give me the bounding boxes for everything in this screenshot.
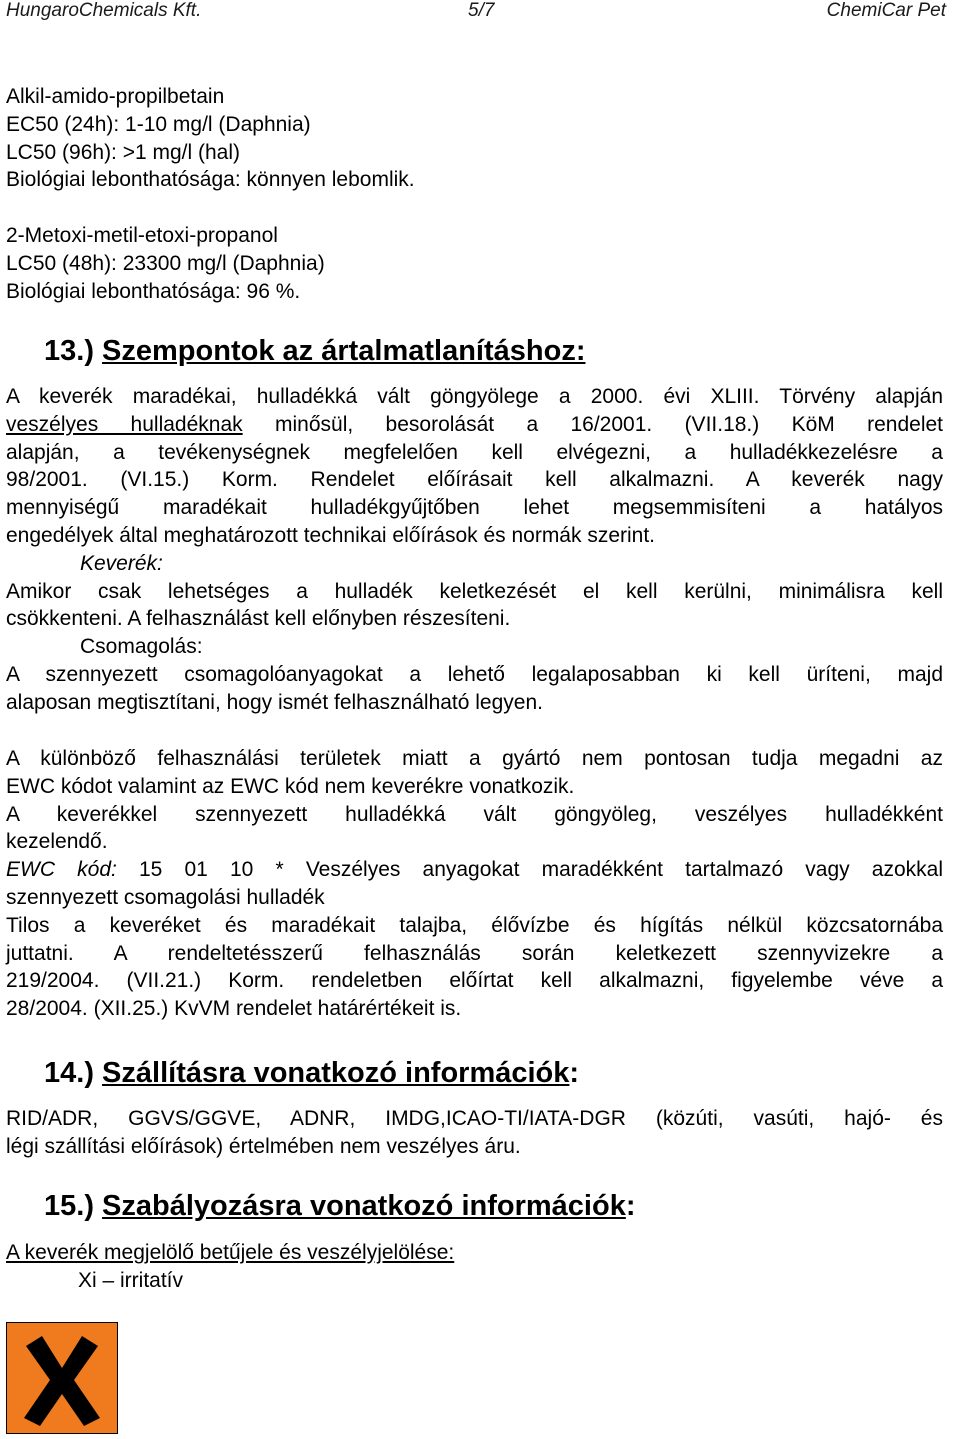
substance-line: LC50 (96h): >1 mg/l (hal) bbox=[6, 140, 241, 164]
section-15-content bbox=[6, 1239, 944, 1295]
text-line: A különböző felhasználási területek miatt a gyártó nem pontosan tudja megadni az bbox=[6, 747, 943, 770]
text-line: engedélyek által meghatározott technikai előírások és normák szerint. bbox=[6, 523, 656, 547]
text-line: veszélyes hulladéknak minősül, besorolását a 16/2001. (VII.18.) KöM rendelet bbox=[6, 412, 944, 436]
header-product: ChemiCar Pet bbox=[826, 0, 946, 21]
eco-substance-1 bbox=[6, 83, 944, 194]
section-number: 13.) bbox=[44, 335, 94, 367]
text-line: EWC kódot valamint az EWC kód nem keverékre vonatkozik. bbox=[6, 774, 575, 798]
section-13-heading bbox=[44, 335, 585, 368]
section-number: 15.) bbox=[44, 1190, 94, 1222]
substance-line: Biológiai lebonthatósága: 96 %. bbox=[6, 279, 301, 303]
section-number: 14.) bbox=[44, 1057, 94, 1089]
section-13-paragraph-1 bbox=[6, 383, 943, 717]
xi-irritant-cross-icon bbox=[6, 1322, 118, 1434]
hazard-symbol-text: Xi – irritatív bbox=[78, 1268, 184, 1292]
section-title-colon: : bbox=[625, 1190, 636, 1222]
substance-line: LC50 (48h): 23300 mg/l (Daphnia) bbox=[6, 251, 325, 275]
label-designation: A keverék megjelölő betűjele és veszélyjelölése: bbox=[6, 1241, 455, 1264]
text-line: A keverék maradékai, hulladékká vált göngyölege a 2000. évi XLIII. Törvény alapján bbox=[6, 385, 943, 408]
sub-label-keverek: Keverék: bbox=[80, 551, 163, 575]
substance-line: EC50 (24h): 1-10 mg/l (Daphnia) bbox=[6, 112, 311, 136]
substance-line: Biológiai lebonthatósága: könnyen lebomlik. bbox=[6, 168, 415, 192]
text-line: alaposan megtisztítani, hogy ismét felhasználható legyen. bbox=[6, 690, 543, 714]
section-title: Szempontok az ártalmatlanításhoz: bbox=[102, 335, 586, 367]
header-company: HungaroChemicals Kft. bbox=[6, 0, 202, 21]
text-line: 28/2004. (XII.25.) KvVM rendelet határértékeit is. bbox=[6, 997, 462, 1021]
section-13-paragraph-2 bbox=[6, 745, 943, 1023]
substance-name: Alkil-amido-propilbetain bbox=[6, 85, 225, 108]
sub-label-csomagolas: Csomagolás: bbox=[80, 635, 203, 659]
underlined-term: veszélyes hulladéknak bbox=[6, 412, 243, 436]
text-line: mennyiségű maradékait hulladékgyűjtőben lehet megsemmisíteni a hatályos bbox=[6, 496, 943, 520]
section-15-heading bbox=[44, 1190, 636, 1223]
text-line: szennyezett csomagolási hulladék bbox=[6, 885, 325, 909]
ewc-label: EWC kód: bbox=[6, 858, 117, 882]
section-title: Szabályozásra vonatkozó információk bbox=[102, 1190, 626, 1222]
eco-substance-2 bbox=[6, 222, 944, 305]
text-line bbox=[6, 856, 943, 884]
text-line: 98/2001. (VI.15.) Korm. Rendelet előírásait kell alkalmazni. A keverék nagy bbox=[6, 468, 943, 492]
text-line: Tilos a keveréket és maradékait talajba, élővízbe és hígítás nélkül közcsatornába bbox=[6, 913, 943, 937]
text-line: Amikor csak lehetséges a hulladék keletkezését el kell kerülni, minimálisra kell bbox=[6, 579, 943, 603]
substance-name: 2-Metoxi-metil-etoxi-propanol bbox=[6, 224, 278, 247]
section-title-colon: : bbox=[569, 1057, 580, 1089]
text-line: csökkenteni. A felhasználást kell előnyben részesíteni. bbox=[6, 607, 511, 631]
text-line: RID/ADR, GGVS/GGVE, ADNR, IMDG,ICAO-TI/IATA-DGR (közúti, vasúti, hajó- és bbox=[6, 1107, 943, 1130]
header-page-number: 5/7 bbox=[468, 0, 495, 21]
text-line: légi szállítási előírások) értelmében nem veszélyes áru. bbox=[6, 1134, 521, 1158]
text-line: alapján, a tevékenységnek megfelelően kell elvégezni, a hulladékkezelésre a bbox=[6, 440, 943, 464]
page-header bbox=[6, 0, 946, 22]
section-14-paragraph bbox=[6, 1105, 943, 1161]
text-line: A keverékkel szennyezett hulladékká vált göngyöleg, veszélyes hulladékként bbox=[6, 802, 943, 826]
text-line: 219/2004. (VII.21.) Korm. rendeletben előírtat kell alkalmazni, figyelembe véve a bbox=[6, 969, 943, 993]
text-line: kezelendő. bbox=[6, 830, 108, 854]
ewc-code: 15 01 10 * Veszélyes anyagokat maradékként tartalmazó vagy azokkal bbox=[139, 858, 944, 882]
section-14-heading bbox=[44, 1057, 579, 1090]
text-line: juttatni. A rendeltetésszerű felhasználás során keletkezett szennyvizekre a bbox=[6, 941, 943, 965]
text-line: A szennyezett csomagolóanyagokat a lehető legalaposabban ki kell üríteni, majd bbox=[6, 662, 943, 686]
section-title: Szállításra vonatkozó információk bbox=[102, 1057, 570, 1089]
